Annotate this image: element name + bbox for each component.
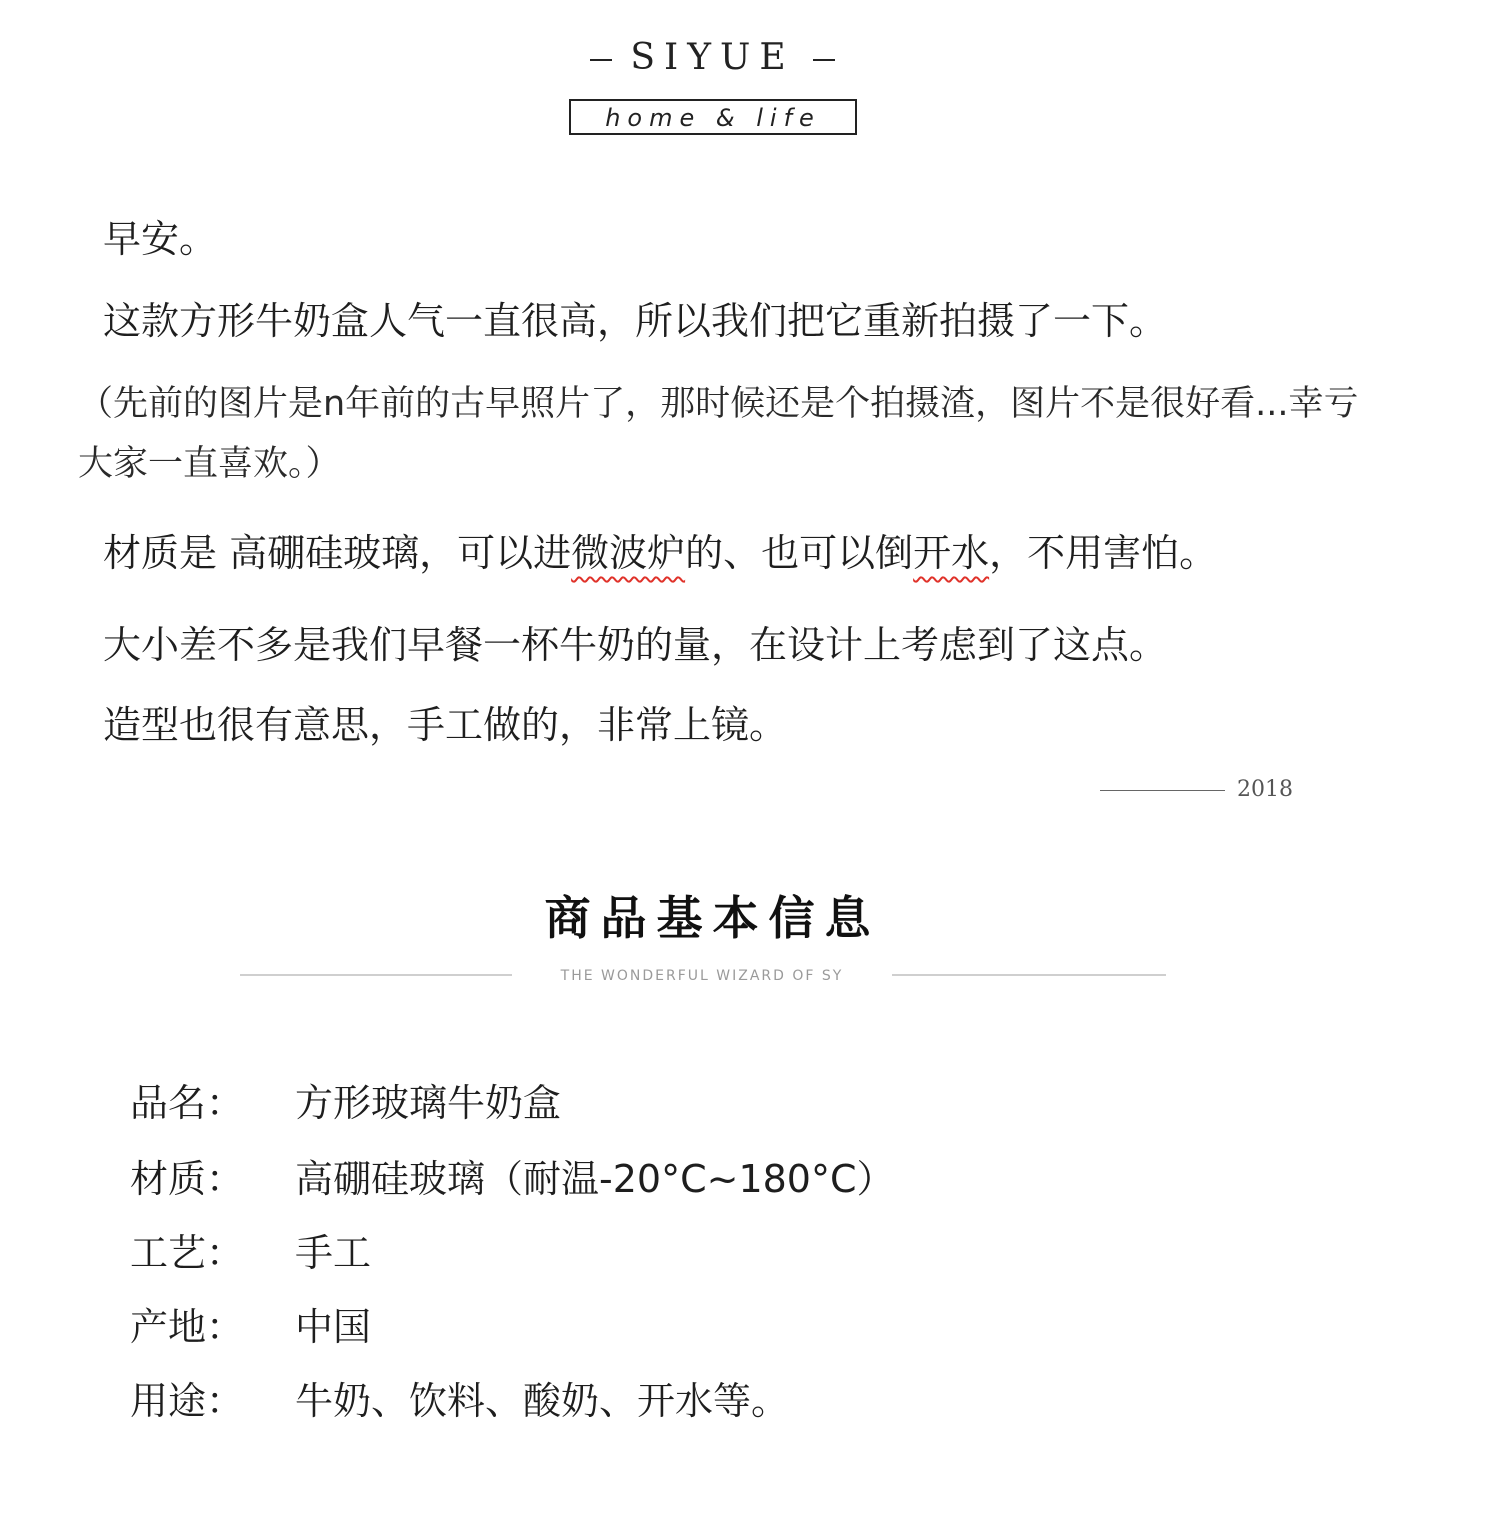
info-label: 材质：: [130, 1157, 245, 1201]
material-text-3: ，不用害怕。: [989, 531, 1218, 575]
info-row-craft: [130, 1228, 371, 1278]
section-rule-right: [892, 974, 1166, 976]
section-rule-left: [240, 974, 512, 976]
brand-name: SIYUE: [630, 37, 795, 78]
info-value: 手工: [295, 1231, 372, 1275]
info-row-origin: [130, 1302, 371, 1352]
brand-dash-right: [813, 59, 835, 61]
year-divider: [1100, 790, 1225, 791]
section-title: 商品基本信息: [544, 891, 881, 945]
info-row-usage: [130, 1376, 789, 1426]
intro-greeting: 早安。: [103, 217, 218, 261]
intro-material-line: [103, 528, 1217, 578]
material-text-microwave: 微波炉: [571, 531, 686, 575]
info-value: 牛奶、饮料、酸奶、开水等。: [295, 1379, 790, 1423]
info-value: 中国: [295, 1305, 372, 1349]
brand-tagline: home & life: [569, 99, 857, 135]
material-text-2: 的、也可以倒: [685, 531, 914, 575]
info-row-name: [130, 1078, 561, 1128]
year-label: 2018: [1237, 777, 1293, 802]
info-label: 产地：: [130, 1305, 245, 1349]
intro-line-1: 这款方形牛奶盒人气一直很高，所以我们把它重新拍摄了一下。: [103, 299, 1168, 343]
brand-title: [0, 34, 1425, 82]
material-text-1: 材质是 高硼硅玻璃，可以进: [103, 531, 572, 575]
info-value: 高硼硅玻璃（耐温-20°C~180°C）: [295, 1157, 895, 1201]
intro-line-4: 造型也很有意思，手工做的，非常上镜。: [103, 703, 788, 747]
intro-line-3: 大小差不多是我们早餐一杯牛奶的量，在设计上考虑到了这点。: [103, 623, 1168, 667]
info-label: 工艺：: [130, 1231, 245, 1275]
info-label: 用途：: [130, 1379, 245, 1423]
info-row-material: [130, 1154, 895, 1204]
brand-dash-left: [590, 59, 612, 61]
material-text-boiling-water: 开水: [913, 531, 990, 575]
info-label: 品名：: [130, 1081, 245, 1125]
intro-note: （先前的图片是n年前的古早照片了，那时候还是个拍摄渣，图片不是很好看...幸亏大家一直喜欢。）: [78, 384, 1359, 484]
info-value: 方形玻璃牛奶盒: [295, 1081, 562, 1125]
section-subtitle: THE WONDERFUL WIZARD OF SY: [560, 968, 844, 984]
